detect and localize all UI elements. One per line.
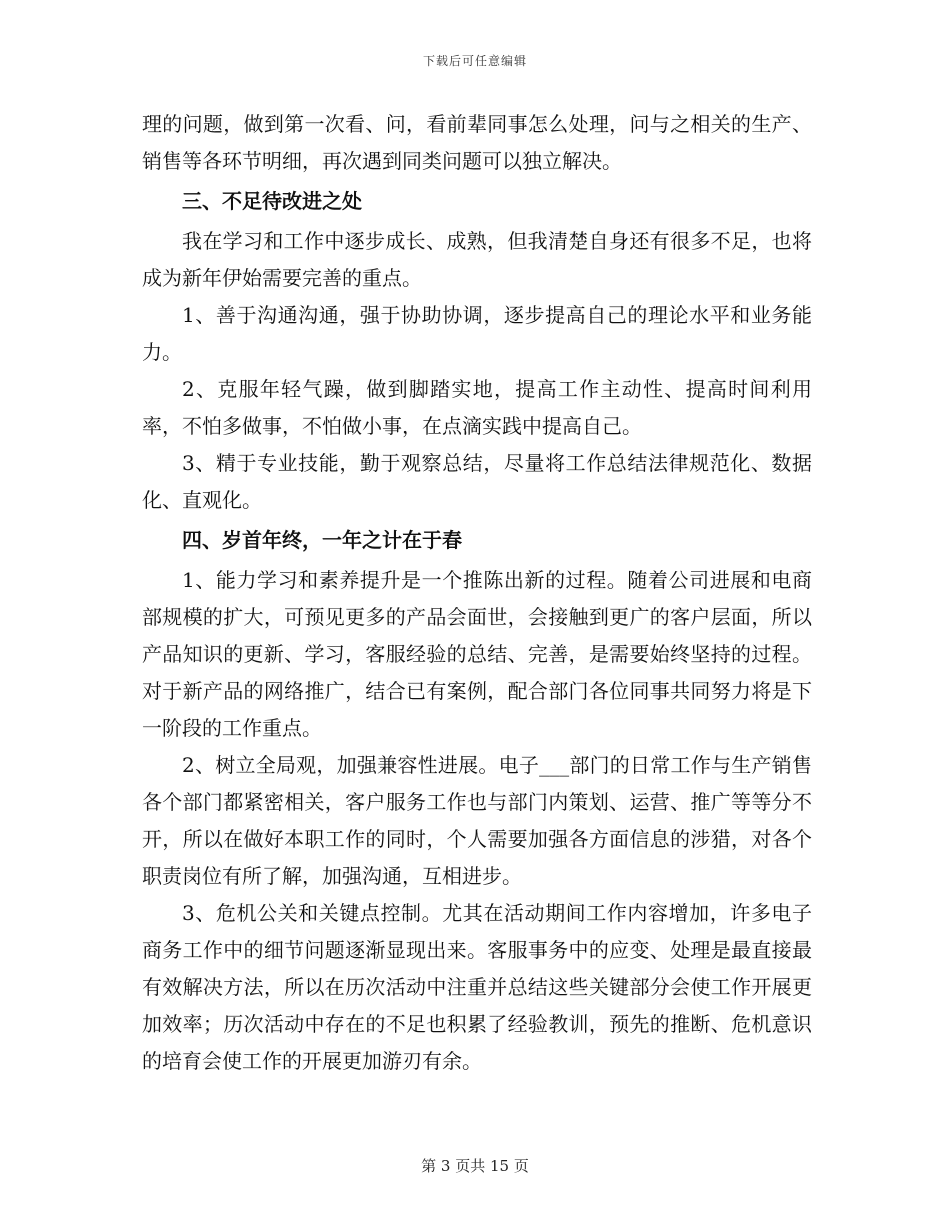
body-paragraph: 1、善于沟通沟通，强于协助协调，逐步提高自己的理论水平和业务能力。	[142, 303, 812, 364]
body-paragraph: 1、能力学习和素养提升是一个推陈出新的过程。随着公司进展和电商部规模的扩大，可预见更多的产品会面世，会接触到更广的客户层面，所以产品知识的更新、学习，客服经验的总结、完善，是需要始终坚持的过程。对于新产品的网络推广，结合已有案例，配合部门各位同事共同努力将是下一阶段的工作重点。	[142, 568, 812, 740]
section-heading-3: 三、不足待改进之处	[182, 189, 362, 213]
body-paragraph: 2、克服年轻气躁，做到脚踏实地，提高工作主动性、提高时间利用率，不怕多做事，不怕做小事，在点滴实践中提高自己。	[142, 377, 812, 438]
body-paragraph: 我在学习和工作中逐步成长、成熟，但我清楚自身还有很多不足，也将成为新年伊始需要完善的重点。	[142, 229, 812, 290]
body-paragraph: 3、精于专业技能，勤于观察总结，尽量将工作总结法律规范化、数据化、直观化。	[142, 451, 812, 512]
body-paragraph-continued: 理的问题，做到第一次看、问，看前辈同事怎么处理，问与之相关的生产、销售等各环节明细，再次遇到同类问题可以独立解决。	[142, 112, 812, 173]
document-body	[142, 106, 812, 1080]
body-paragraph: 2、树立全局观，加强兼容性进展。电子___部门的日常工作与生产销售各个部门都紧密相关，客户服务工作也与部门内策划、运营、推广等等分不开，所以在做好本职工作的同时，个人需要加强各方面信息的涉猎，对各个职责岗位有所了解，加强沟通，互相进步。	[142, 753, 812, 888]
section-heading-4: 四、岁首年终，一年之计在于春	[182, 528, 462, 552]
page-number: 第 3 页共 15 页	[421, 1157, 529, 1175]
body-paragraph: 3、危机公关和关键点控制。尤其在活动期间工作内容增加，许多电子商务工作中的细节问题逐渐显现出来。客服事务中的应变、处理是最直接最有效解决方法，所以在历次活动中注重并总结这些关键部分会使工作开展更加效率；历次活动中存在的不足也积累了经验教训，预先的推断、危机意识的培育会使工作的开展更加游刃有余。	[142, 901, 812, 1073]
page-header-note: 下载后可任意编辑	[422, 54, 527, 68]
